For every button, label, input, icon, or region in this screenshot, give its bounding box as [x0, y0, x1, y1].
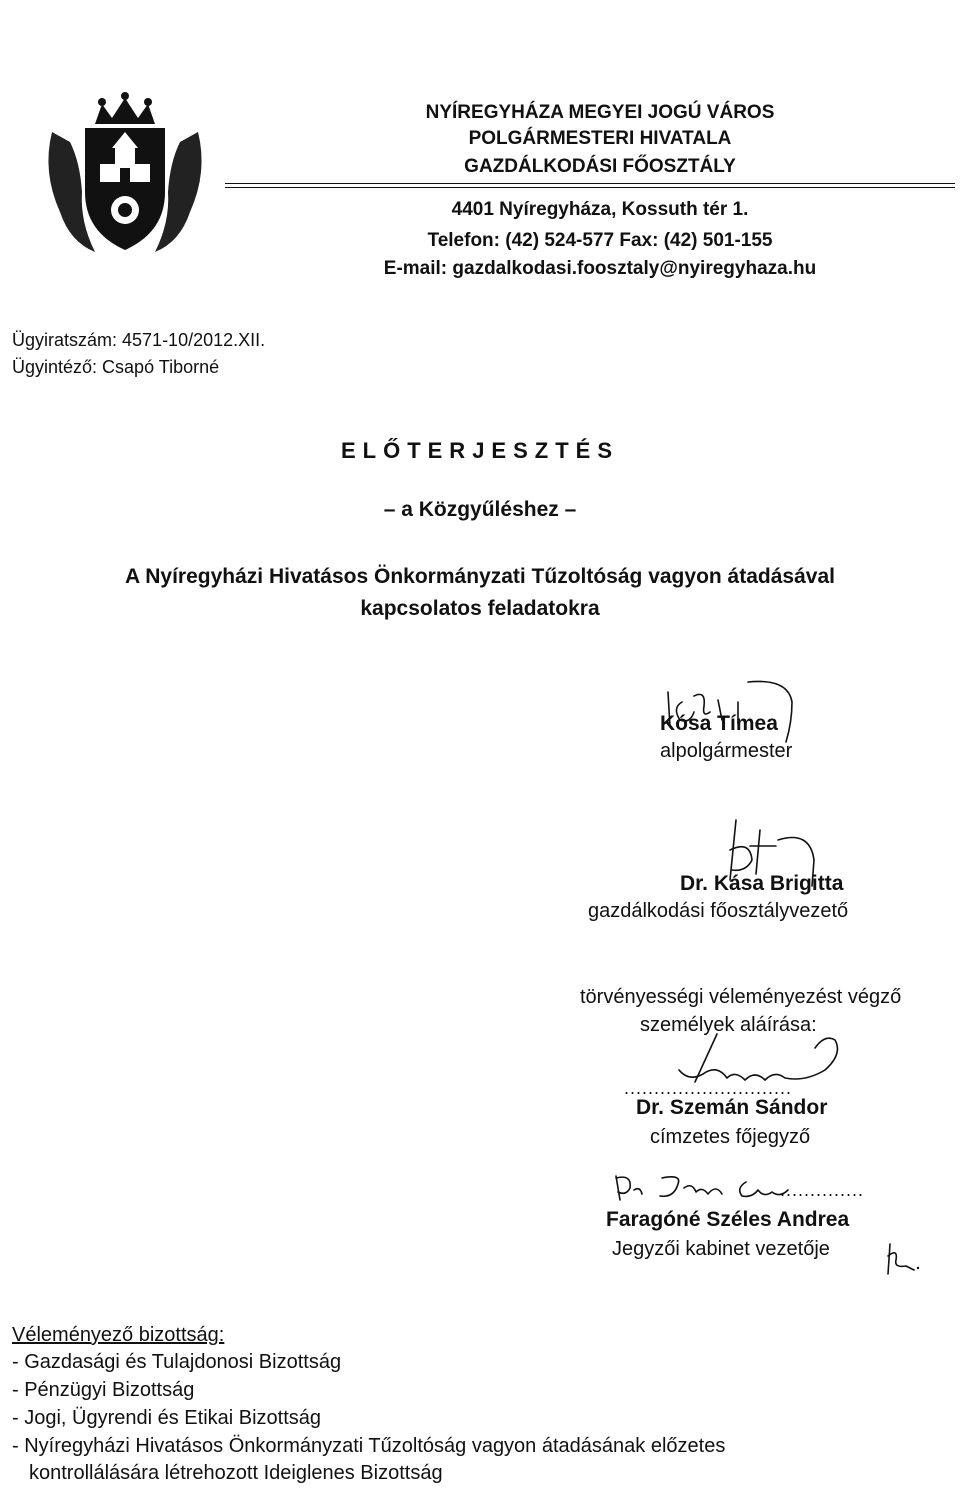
document-subject-line2: kapcsolatos feladatokra	[360, 597, 600, 620]
email: E-mail: gazdalkodasi.foosztaly@nyiregyhaza.hu	[383, 258, 817, 279]
legal-signature-dots: ............................	[624, 1078, 793, 1098]
cabinet-head-name: Faragóné Széles Andrea	[606, 1208, 850, 1231]
review-committee-item: - Jogi, Ügyrendi és Etikai Bizottság	[12, 1407, 322, 1429]
department-head-name: Dr. Kása Brigitta	[680, 872, 844, 895]
department-head-role: gazdálkodási főosztályvezető	[588, 900, 849, 922]
initials-mark-icon	[884, 1238, 924, 1278]
document-subtitle: – a Közgyűléshez –	[383, 498, 577, 521]
review-committee-item: - Nyíregyházi Hivatásos Önkormányzati Tűzoltóság vagyon átadásának előzetes	[12, 1435, 726, 1457]
review-committee-item: - Gazdasági és Tulajdonosi Bizottság	[12, 1351, 342, 1373]
legal-review-label-line1: törvényességi véleményezést végző	[580, 986, 902, 1008]
case-handler: Ügyintéző: Csapó Tiborné	[12, 357, 220, 377]
document-subject-line1: A Nyíregyházi Hivatásos Önkormányzati Tűzoltóság vagyon átadásával	[125, 565, 835, 588]
case-number: Ügyiratszám: 4571-10/2012.XII.	[12, 330, 266, 350]
document-title: ELŐTERJESZTÉS	[340, 438, 620, 463]
header-divider-thin	[225, 187, 955, 188]
vice-mayor-role: alpolgármester	[660, 740, 793, 762]
phone-fax: Telefon: (42) 524-577 Fax: (42) 501-155	[427, 230, 773, 251]
header-divider	[225, 183, 955, 184]
notary-role: címzetes főjegyző	[650, 1126, 811, 1148]
cabinet-signature-dots: ..............	[780, 1180, 865, 1200]
vice-mayor-name: Kósa Tímea	[660, 712, 778, 735]
review-committee-item: - Pénzügyi Bizottság	[12, 1379, 195, 1401]
review-committee-item-continued: kontrollálására létrehozott Ideiglenes Bizottság	[29, 1462, 443, 1484]
address: 4401 Nyíregyháza, Kossuth tér 1.	[451, 199, 749, 220]
city-coat-of-arms-icon	[40, 92, 210, 262]
institution-name-line2: POLGÁRMESTERI HIVATALA	[468, 128, 732, 149]
cabinet-head-role: Jegyzői kabinet vezetője	[612, 1238, 830, 1260]
legal-review-label-line2: személyek aláírása:	[640, 1014, 817, 1036]
notary-name: Dr. Szemán Sándor	[636, 1096, 828, 1119]
department-name: GAZDÁLKODÁSI FŐOSZTÁLY	[464, 156, 736, 177]
review-committee-title: Véleményező bizottság:	[12, 1324, 225, 1346]
institution-name-line1: NYÍREGYHÁZA MEGYEI JOGÚ VÁROS	[425, 102, 775, 123]
